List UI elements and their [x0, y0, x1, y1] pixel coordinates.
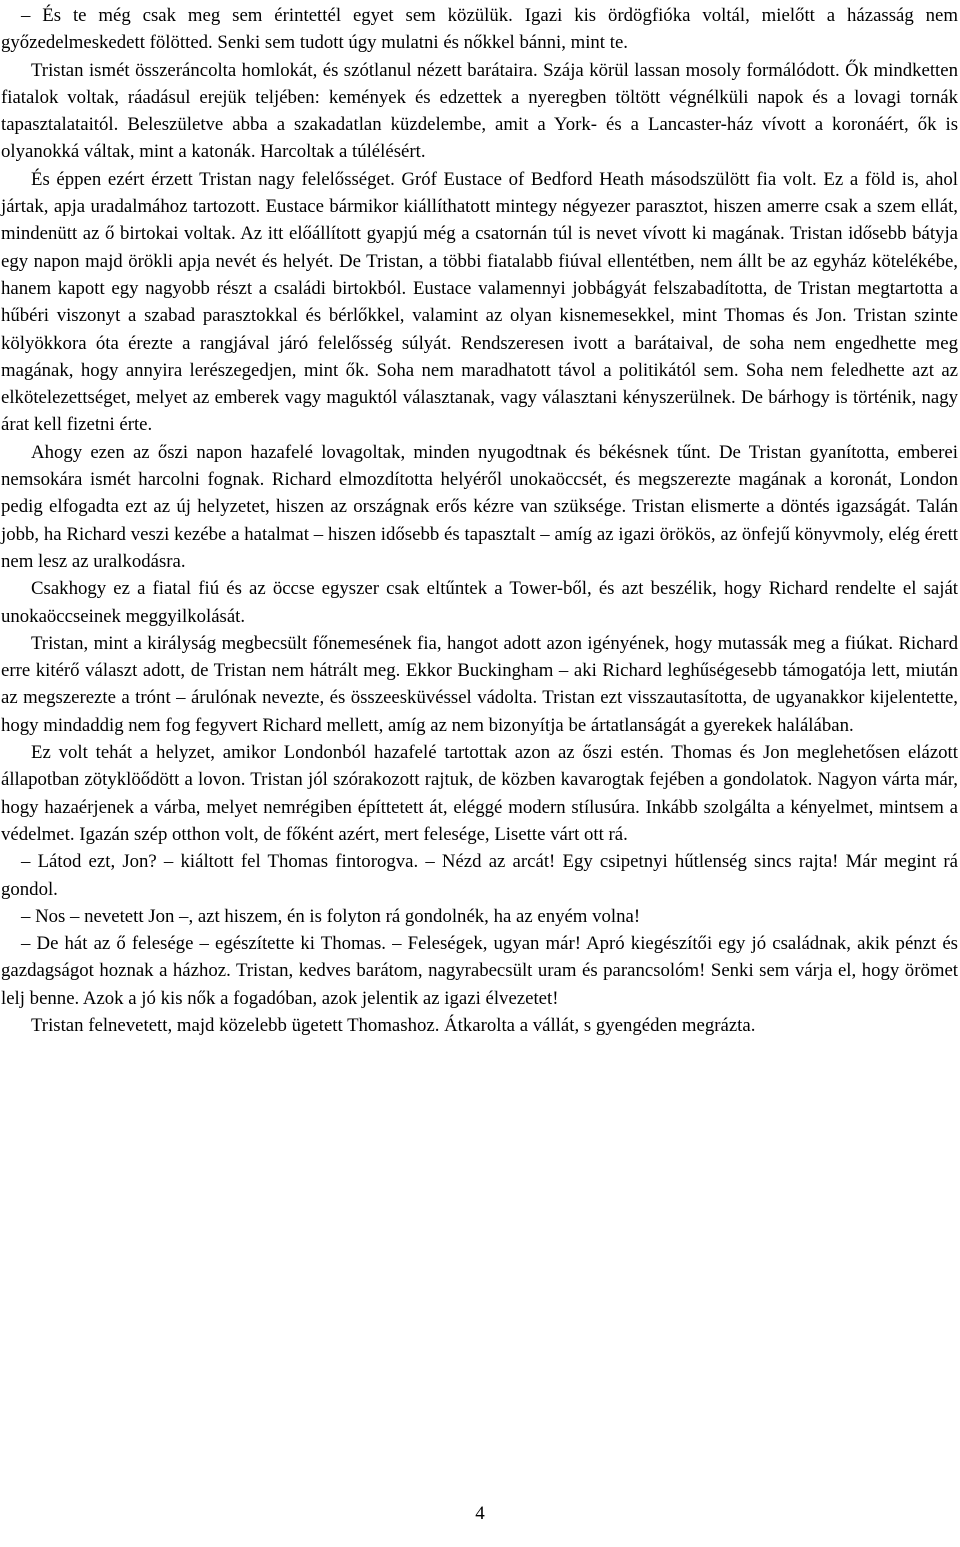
body-text	[1, 2, 958, 1039]
paragraph: – Nos – nevetett Jon –, azt hiszem, én is folyton rá gondolnék, ha az enyém volna!	[21, 905, 641, 927]
paragraph: – És te még csak meg sem érintettél egyet sem közülük. Igazi kis ördögfióka voltál, mielőtt a házasság nem győzedelmeskedett fölötted. Senki sem tudott úgy mulatni és nőkkel bánni, mint te.	[1, 5, 958, 54]
paragraph: Ahogy ezen az őszi napon hazafelé lovagoltak, minden nyugodtnak és békésnek tűnt. De Tristan gyanította, emberei nemsokára ismét harcolni fognak. Richard elmozdította helyéről unokaöccsét, és megszerezte magának a koronát, London pedig elfogadta ezt az új helyzetet, hiszen az országnak erős kézre van szüksége. Tristan elismerte a döntés igazságát. Talán jobb, ha Richard veszi kezébe a hatalmat – hiszen idősebb és tapasztalt – amíg az igazi örökös, az önfejű könyvmoly, elég érett nem lesz az uralkodásra.	[1, 441, 958, 572]
paragraph: Ez volt tehát a helyzet, amikor Londonból hazafelé tartottak azon az őszi estén. Thomas és Jon meglehetősen elázott állapotban zötyklöődött a lovon. Tristan jól szórakozott rajtuk, de közben kavarogtak fejében a gondolatok. Nagyon várta már, hogy hazaérjenek a várba, melyet nemrégiben építtetett át, eléggé modern stílusúra. Inkább szolgálta a kényelmet, mintsem a védelmet. Igazán szép otthon volt, de főként azért, mert felesége, Lisette várt ott rá.	[1, 742, 958, 845]
paragraph: – De hát az ő felesége – egészítette ki Thomas. – Feleségek, ugyan már! Apró kiegészítői egy jó családnak, akik pénzt és gazdagságot hoznak a házhoz. Tristan, kedves barátom, nagyrabecsült uram és parancsolóm! Senki sem várja el, hogy örömet lelj benne. Azok a jó kis nők a fogadóban, azok jelentik az igazi élvezetet!	[1, 933, 958, 1009]
paragraph: Tristan felnevetett, majd közelebb ügetett Thomashoz. Átkarolta a vállát, s gyengéden megrázta.	[31, 1014, 756, 1036]
paragraph: Tristan ismét összeráncolta homlokát, és szótlanul nézett barátaira. Szája körül lassan mosoly formálódott. Ők mindketten fiatalok voltak, ráadásul erejük teljében: kemények és edzettek a nyeregben töltött végnélküli napok és a lovagi tornák tapasztalataitól. Beleszületve abba a szakadatlan küzdelembe, amit a York- és a Lancaster-ház vívott a koronáért, ők is olyanokká váltak, mint a katonák. Harcoltak a túlélésért.	[1, 59, 958, 163]
paragraph: – Látod ezt, Jon? – kiáltott fel Thomas fintorogva. – Nézd az arcát! Egy csipetnyi hűtlenség sincs rajta! Már megint rá gondol.	[1, 851, 958, 900]
paragraph: Csakhogy ez a fiatal fiú és az öccse egyszer csak eltűntek a Tower-ből, és azt beszélik, hogy Richard rendelte el saját unokaöccseinek meggyilkolását.	[1, 578, 958, 627]
page-number: 4	[475, 1503, 485, 1524]
paragraph: És éppen ezért érzett Tristan nagy felelősséget. Gróf Eustace of Bedford Heath másodszülött fia volt. Ez a föld is, ahol jártak, apja uradalmához tartozott. Eustace bármikor kiállíthatott mintegy négyezer parasztot, hiszen amerre csak a szem ellát, mindenütt az ő birtokai voltak. Az itt előállított gyapjú még a csatornán túl is nevet vívott ki magának. Tristan idősebb bátyja egy napon majd örökli apja nevét és helyét. De Tristan, a többi fiatalabb fiúval ellentétben, nem állt be az egyház kötelékébe, hanem kapott egy nagyobb részt a családi birtokból. Eustace valamennyi jobbágyát felszabadította, de Tristan megtartotta a hűbéri viszonyt a szabad parasztokkal és bérlőkkel, valamint az olyan kisnemesekkel, mint Thomas és Jon. Tristan szinte kölyökkora óta érezte a rangjával járó felelősség súlyát. Rendszeresen ivott a barátaival, de soha nem engedhette meg magának, hogy annyira lerészegedjen, mint ők. Soha nem maradhatott távol a politikától sem. Soha nem feledhette azt az elkötelezettséget, melyet az emberek vagy maguktól választanak, vagy választani kényszerülnek. De bárhogy is történik, nagy árat kell fizetni érte.	[1, 168, 958, 436]
paragraph: Tristan, mint a királyság megbecsült főnemesének fia, hangot adott azon igényének, hogy mutassák meg a fiúkat. Richard erre kitérő választ adott, de Tristan nem hátrált meg. Ekkor Buckingham – aki Richard leghűségesebb támogatója lett, miután az megszerezte a trónt – árulónak nevezte, és összeesküvéssel vádolta. Tristan ezt visszautasította, de ugyanakkor kijelentette, hogy mindaddig nem fog fegyvert Richard mellett, amíg az nem bizonyítja be ártatlanságát a gyerekek halálában.	[1, 632, 958, 736]
